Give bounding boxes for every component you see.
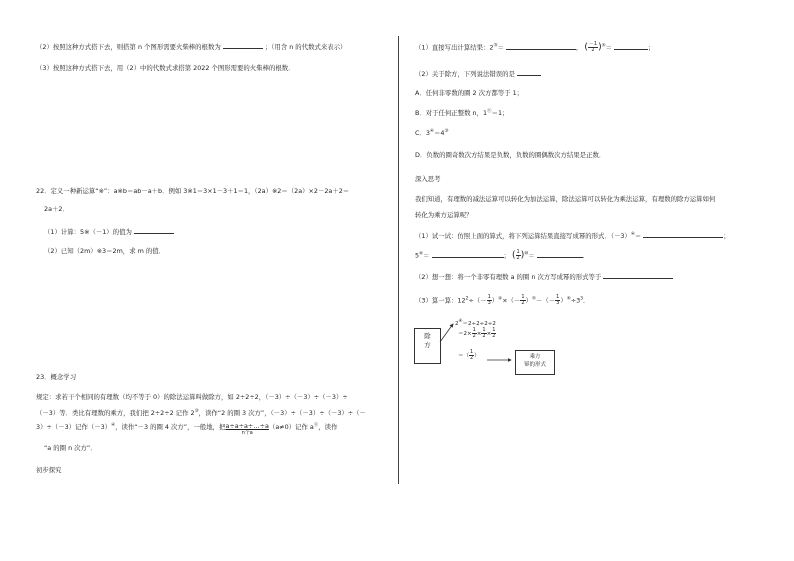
q3-text: （3）按照这种方式搭下去，用（2）中的代数式求搭第 2022 个图形需要的火柴棒的根数． — [36, 64, 295, 72]
deep-thinking-heading: 深入思考 — [415, 175, 441, 183]
problem22-q1: （1）计算：5※（－1）的值为 — [44, 227, 174, 236]
initial-explore-heading: 初步探究 — [36, 466, 62, 474]
d2-blank[interactable] — [603, 272, 673, 279]
problem22-q2: （2）已知（2m）※3＝2m，求 m 的值． — [44, 247, 166, 255]
problem23-line1: 规定：求若干个相同的有理数（均不等于 0）的除法运算叫做除方，如 2÷2÷2，（－3）÷（－3）÷（－3）÷ — [36, 393, 348, 401]
arrow-to-expansion — [440, 324, 453, 342]
deep-thinking-line2: 转化为乘方运算呢？ — [415, 211, 473, 219]
expansion-line2: ＝2× $\frac{1}{2}$ × $\frac{1}{2}$ × $\frac{1}{2}$ — [458, 327, 496, 339]
deep-thinking-line1: 我们知道，有理数的减法运算可以转化为加法运算，除法运算可以转化为乘法运算，有理数的除方运算如何 — [415, 195, 716, 203]
r-q2-blank[interactable] — [517, 69, 541, 76]
r-q1-blank2[interactable] — [614, 43, 648, 50]
option-a: A．任何非零数的圈 2 次方都等于 1； — [415, 89, 524, 97]
q2-text: （2）按照这种方式搭下去，则搭第 n 个图形需要火柴棒的根数为 ；（用含 n 的代数式来表示） — [36, 43, 347, 51]
expansion-line1: 2④＝2÷2÷2÷2 — [455, 319, 496, 327]
option-b: B．对于任何正整数 n，1ⓝ＝1； — [415, 109, 509, 117]
r-q2: （2）关于除方，下列说法错误的是 — [415, 69, 541, 78]
d1-blank3[interactable] — [537, 251, 583, 258]
d1-line: （1）试一试：仿照上面的算式，将下列运算结果直接写成幂的形式．（－3）④＝ ； — [415, 232, 730, 240]
column-divider — [398, 36, 399, 484]
r-q1-blank1[interactable] — [506, 43, 576, 50]
p22-q1-answer-blank[interactable] — [134, 227, 174, 234]
d3-line: （3）算一算：$12^2\div(-$ $\frac{1}{3}$ ）④×（－ $\frac{1}{2}$ ）⑤－（－ $\frac{1}{3}$ ）$^⑥\div 3^3$． — [415, 294, 590, 306]
division-power-box: 除 方 — [414, 328, 441, 364]
problem23-title: 23．概念学习 — [36, 373, 77, 381]
problem23-line3: 3）÷（－3）记作（－3）④，读作“－3 的圈 4 次方”，一般地，把 a÷a÷a÷…÷a n个a （a≠0）记作 aⓝ，读作 — [36, 422, 338, 436]
q2-answer-blank[interactable] — [223, 42, 263, 49]
problem22-line1: 22．定义一种新运算“※”：a※b＝ab－a＋b．例如 3※1＝3×1－3＋1＝1，（2a）※2＝（2a）×2－2a＋2＝ — [36, 187, 350, 195]
d1b-line: 5⑥＝ ； ( $\frac{1}{2}$ )⑩＝ ． — [415, 249, 590, 261]
d2-line: （2）想一想：将一个非零有理数 a 的圈 n 次方写成幂的形式等于 — [415, 272, 673, 281]
r-q1: （1）直接写出计算结果：2③＝ ， ( $\frac{-1}{2}$ )⑤＝ ； — [415, 41, 655, 53]
d1-blank2[interactable] — [432, 251, 504, 258]
problem22-line2: 2a＋2． — [44, 205, 69, 213]
problem23-line2: （－3）等．类比有理数的乘方，我们把 2÷2÷2 记作 2③，读作“2 的圈 3 次方”，（－3）÷（－3）÷（－3）÷（－ — [36, 409, 366, 417]
option-d: D．负数的圈奇数次方结果是负数，负数的圈偶数次方结果是正数． — [415, 151, 606, 159]
expansion-line3: ＝（ $\frac{1}{2}$ ） — [458, 349, 480, 361]
power-form-box: 乘方 幂的形式 — [515, 350, 555, 375]
problem23-line4: “a 的圈 n 次方”． — [44, 444, 97, 452]
option-c: C．3④＝4③ — [415, 129, 449, 137]
d1-blank1[interactable] — [643, 231, 723, 238]
